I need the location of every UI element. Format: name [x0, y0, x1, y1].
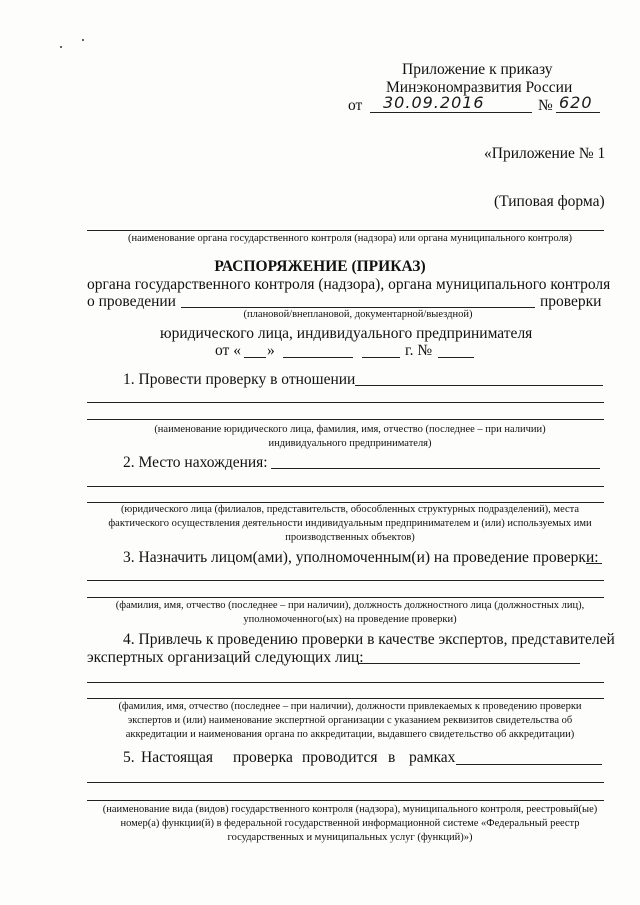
title-line-2: органа государственного контроля (надзора), органа муниципального контроля — [87, 276, 611, 293]
item-1-caption-2: индивидуального предпринимателя) — [268, 438, 432, 449]
item-3-caption-2: уполномоченного(ых) на проведение проверки) — [243, 614, 457, 625]
item-2-line-3 — [87, 502, 604, 503]
item-1-field — [355, 371, 603, 386]
item-5-word-1: Настоящая — [141, 749, 214, 766]
item-4-line-3 — [87, 698, 604, 699]
header-number-handwritten: 620 — [559, 93, 593, 112]
form-type-label: (Типовая форма) — [494, 193, 605, 210]
item-1-line-3 — [87, 419, 604, 420]
item-4-field — [358, 649, 580, 664]
organ-name-line — [87, 230, 604, 231]
item-5-word-2: проверка — [233, 749, 293, 766]
item-4-caption-3: аккредитации и наименования органа по аккредитации, выдавшего свидетельство об аккредитации) — [125, 729, 575, 740]
item-2-label: 2. Место нахождения: — [123, 454, 268, 471]
item-5-word-3: проводится — [302, 749, 378, 766]
item-4-caption-2: экспертов и (или) наименование экспертной организации с указанием реквизитов свидетельства об — [127, 715, 573, 726]
item-5-line-3 — [87, 800, 604, 801]
title-year-field — [362, 343, 400, 358]
title-day-field — [244, 343, 266, 358]
title-line-4: юридического лица, индивидуального предпринимателя — [160, 325, 533, 342]
check-type-caption: (плановой/внеплановой, документарной/выездной) — [243, 309, 473, 320]
title-number-field — [438, 343, 474, 358]
item-1-caption-1: (наименование юридического лица, фамилия, имя, отчество (последнее – при наличии) — [154, 424, 546, 435]
item-5-line-2 — [87, 782, 604, 783]
item-5-caption-3: государственных и муниципальных услуг (функций)») — [227, 832, 473, 843]
item-5-caption-1: (наименование вида (видов) государственного контроля (надзора), муниципального контроля, реестровый(ые) — [102, 804, 598, 815]
item-3-line-2 — [87, 580, 604, 581]
title-about-label: о проведении — [87, 293, 176, 310]
item-3-field — [586, 549, 602, 564]
header-line-1: Приложение к приказу — [402, 61, 553, 78]
item-5-word-4: в — [388, 749, 396, 766]
title-date-quote: » — [267, 342, 275, 359]
title-date-from: от « — [215, 342, 241, 359]
item-3-caption-1: (фамилия, имя, отчество (последнее – при наличии), должность должностного лица (должностных лиц), — [115, 600, 585, 611]
item-5-caption-2: номер(а) функции(й) в федеральной государственной информационной системе «Федеральный реестр — [120, 818, 580, 829]
item-3-line-3 — [87, 597, 604, 598]
organ-name-caption: (наименование органа государственного контроля (надзора) или органа муниципального контроля) — [127, 233, 573, 244]
item-2-field — [271, 454, 600, 469]
scan-speck — [60, 46, 62, 48]
item-2-caption-3: производственных объектов) — [285, 532, 415, 543]
check-type-field — [181, 293, 535, 308]
item-2-line-2 — [87, 486, 604, 487]
header-date-handwritten: 30.09.2016 — [383, 93, 485, 112]
title-month-field — [283, 343, 353, 358]
item-5-word-5: рамках — [409, 749, 456, 766]
item-4-caption-1: (фамилия, имя, отчество (последнее – при наличии), должности привлекаемых к проведению проверки — [118, 701, 582, 712]
title-year-number-label: г. № — [405, 342, 433, 359]
header-from-label: от — [348, 97, 363, 114]
item-3-label: 3. Назначить лицом(ами), уполномоченным(и) на проведение проверки: — [123, 549, 599, 566]
item-1-label: 1. Провести проверку в отношении — [123, 371, 356, 388]
document-title: РАСПОРЯЖЕНИЕ (ПРИКАЗ) — [214, 258, 426, 275]
header-number-label: № — [538, 97, 553, 114]
item-4-label-1: 4. Привлечь к проведению проверки в качестве экспертов, представителей — [123, 631, 615, 648]
item-5-number: 5. — [123, 749, 135, 766]
title-check-label: проверки — [540, 293, 602, 310]
item-2-caption-1: (юридического лица (филиалов, представительств, обособленных структурных подразделений), места — [120, 504, 580, 515]
scan-speck — [82, 39, 84, 41]
item-5-field — [456, 750, 602, 765]
header-line-2: Минэкономразвития России — [386, 79, 573, 96]
item-2-caption-2: фактического осуществления деятельности индивидуальным предпринимателем и (или) используемых ими — [108, 518, 592, 529]
item-4-line-2 — [87, 682, 604, 683]
item-1-line-2 — [87, 402, 604, 403]
appendix-label: «Приложение № 1 — [484, 145, 606, 162]
item-4-label-2: экспертных организаций следующих лиц: — [87, 649, 364, 666]
